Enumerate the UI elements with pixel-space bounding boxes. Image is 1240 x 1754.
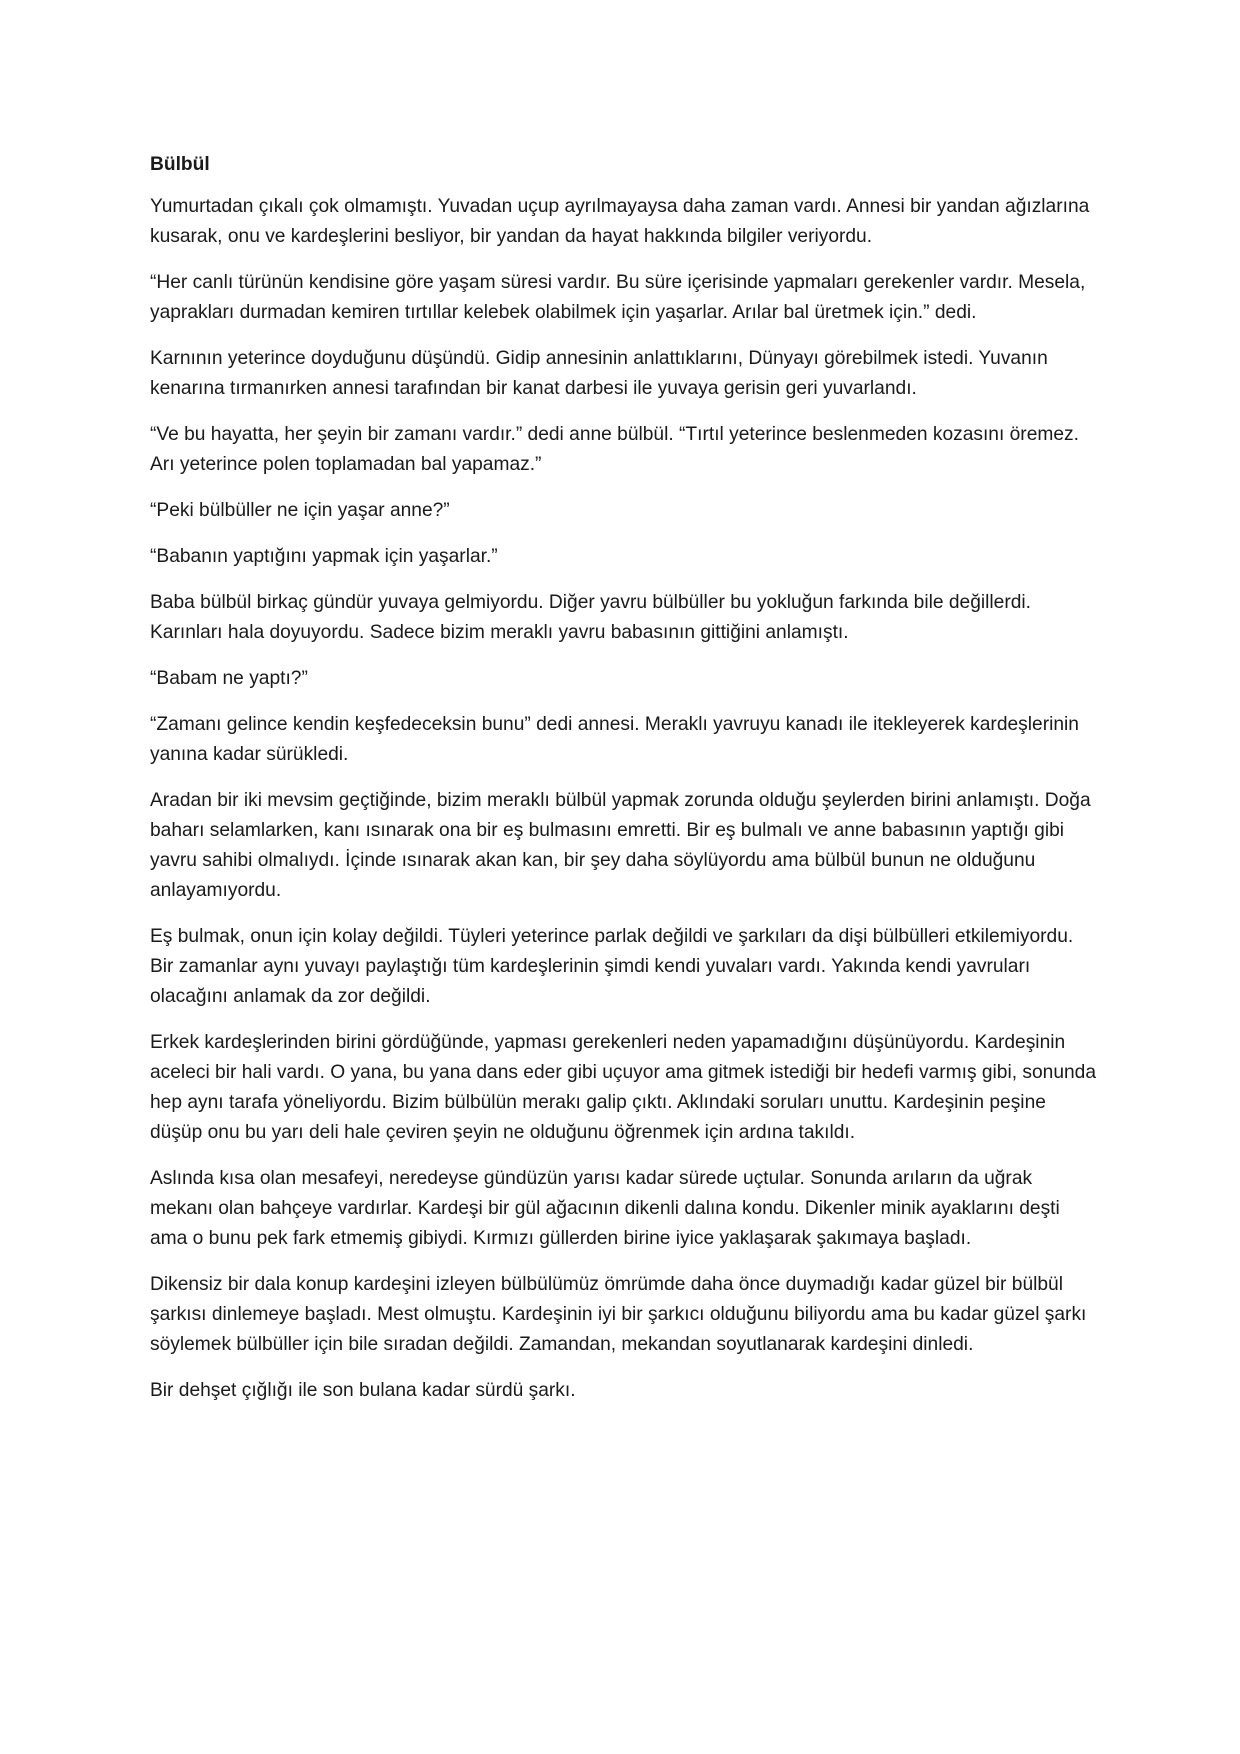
paragraph-14: Dikensiz bir dala konup kardeşini izleyen bülbülümüz ömrümde daha önce duymadığı kadar güzel bir bülbül şarkısı dinlemeye başladı. Mest olmuştu. Kardeşinin iyi bir şarkıcı olduğunu biliyordu ama bu kadar güzel şarkı söylemek bülbüller için bile sıradan değildi. Zamandan, mekandan soyutlanarak kardeşini dinledi. bbox=[150, 1274, 1087, 1355]
paragraph-8: “Babam ne yaptı?” bbox=[150, 668, 308, 689]
paragraph-5: “Peki bülbüller ne için yaşar anne?” bbox=[150, 500, 450, 521]
paragraph-9: “Zamanı gelince kendin keşfedeceksin bunu” dedi annesi. Meraklı yavruyu kanadı ile itekleyerek kardeşlerinin yanına kadar sürükledi. bbox=[150, 714, 1079, 765]
paragraph-3: Karnının yeterince doyduğunu düşündü. Gidip annesinin anlattıklarını, Dünyayı görebilmek istedi. Yuvanın kenarına tırmanırken annesi tarafından bir kanat darbesi ile yuvaya gerisin geri yuvarlandı. bbox=[150, 348, 1048, 399]
paragraph-2: “Her canlı türünün kendisine göre yaşam süresi vardır. Bu süre içerisinde yapmaları gerekenler vardır. Mesela, yaprakları durmadan kemiren tırtıllar kelebek olabilmek için yaşarlar. Arılar bal üretmek için.” dedi. bbox=[150, 272, 1086, 323]
document-title: Bülbül bbox=[150, 154, 210, 175]
paragraph-1: Yumurtadan çıkalı çok olmamıştı. Yuvadan uçup ayrılmayaysa daha zaman vardı. Annesi bir yandan ağızlarına kusarak, onu ve kardeşlerini besliyor, bir yandan da hayat hakkında bilgiler veriyordu. bbox=[150, 196, 1090, 247]
paragraph-11: Eş bulmak, onun için kolay değildi. Tüyleri yeterince parlak değildi ve şarkıları da dişi bülbülleri etkilemiyordu. Bir zamanlar aynı yuvayı paylaştığı tüm kardeşlerinin şimdi kendi yuvaları vardı. Yakında kendi yavruları olacağını anlamak da zor değildi. bbox=[150, 926, 1074, 1007]
paragraph-10: Aradan bir iki mevsim geçtiğinde, bizim meraklı bülbül yapmak zorunda olduğu şeylerden birini anlamıştı. Doğa baharı selamlarken, kanı ısınarak ona bir eş bulmasını emretti. Bir eş bulmalı ve anne babasının yaptığı gibi yavru sahibi olmalıydı. İçinde ısınarak akan kan, bir şey daha söylüyordu ama bülbül bunun ne olduğunu anlayamıyordu. bbox=[150, 790, 1091, 901]
document-body bbox=[150, 150, 1100, 1422]
paragraph-12: Erkek kardeşlerinden birini gördüğünde, yapması gerekenleri neden yapamadığını düşünüyordu. Kardeşinin aceleci bir hali vardı. O yana, bu yana dans eder gibi uçuyor ama gitmek istediği bir hedefi varmış gibi, sonunda hep aynı tarafa yöneliyordu. Bizim bülbülün merakı galip çıktı. Aklındaki soruları unuttu. Kardeşinin peşine düşüp onu bu yarı deli hale çeviren şeyin ne olduğunu öğrenmek için ardına takıldı. bbox=[150, 1032, 1097, 1143]
paragraph-15: Bir dehşet çığlığı ile son bulana kadar sürdü şarkı. bbox=[150, 1380, 576, 1401]
paragraph-4: “Ve bu hayatta, her şeyin bir zamanı vardır.” dedi anne bülbül. “Tırtıl yeterince beslenmeden kozasını öremez. Arı yeterince polen toplamadan bal yapamaz.” bbox=[150, 424, 1079, 475]
paragraph-7: Baba bülbül birkaç gündür yuvaya gelmiyordu. Diğer yavru bülbüller bu yokluğun farkında bile değillerdi. Karınları hala doyuyordu. Sadece bizim meraklı yavru babasının gittiğini anlamıştı. bbox=[150, 592, 1032, 643]
paragraph-6: “Babanın yaptığını yapmak için yaşarlar.” bbox=[150, 546, 498, 567]
paragraph-13: Aslında kısa olan mesafeyi, neredeyse gündüzün yarısı kadar sürede uçtular. Sonunda arıların da uğrak mekanı olan bahçeye vardırlar. Kardeşi bir gül ağacının dikenli dalına kondu. Dikenler minik ayaklarını deşti ama o bunu pek fark etmemiş gibiydi. Kırmızı güllerden birine iyice yaklaşarak şakımaya başladı. bbox=[150, 1168, 1060, 1249]
